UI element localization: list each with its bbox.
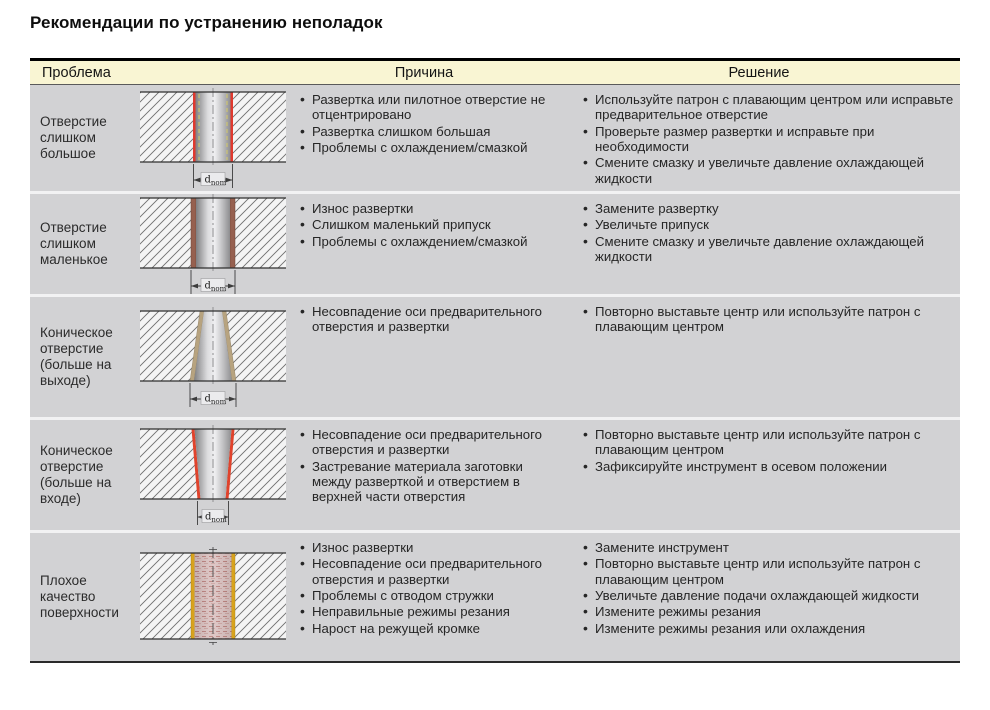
hole-too-small-illustration: [138, 194, 290, 294]
header-cause: Причина: [394, 64, 454, 81]
taper-larger-at-entry-illustration: [138, 420, 290, 530]
bullet-item: • Проблемы с охлаждением/смазкой: [312, 140, 555, 155]
bullet-item: • Используйте патрон с плавающим центром или исправьте предварительное отверстие: [595, 92, 960, 123]
table-header: [30, 61, 960, 85]
causes-list: [290, 540, 558, 636]
bullet-item: • Измените режимы резания: [595, 604, 960, 619]
table-row: [30, 294, 960, 417]
bullet-item: • Проблемы с охлаждением/смазкой: [312, 234, 555, 249]
bullet-item: • Повторно выставьте центр или используйте патрон с плавающим центром: [595, 304, 960, 335]
solutions-list: [573, 304, 960, 335]
bullet-item: • Развертка или пилотное отверстие не отцентрировано: [312, 92, 555, 123]
dimension-label: $d_{nom}$: [204, 174, 227, 187]
dimension-label: $d_{nom}$: [205, 511, 227, 524]
bullet-item: • Измените режимы резания или охлаждения: [595, 621, 960, 636]
table-row: [30, 85, 960, 191]
bullet-item: • Несовпадение оси предварительного отверстия и развертки: [312, 556, 555, 587]
bullet-item: • Неправильные режимы резания: [312, 604, 555, 619]
bullet-item: • Проблемы с отводом стружки: [312, 588, 555, 603]
bullet-item: • Замените развертку: [595, 201, 960, 216]
bullet-item: • Развертка слишком большая: [312, 124, 555, 139]
dimension-label: $d_{nom}$: [204, 280, 227, 293]
hole-too-large-illustration: [138, 85, 290, 191]
table-row: [30, 530, 960, 661]
solutions-list: [573, 92, 960, 186]
solutions-list: [573, 201, 960, 264]
bullet-item: • Увеличьте давление подачи охлаждающей жидкости: [595, 588, 960, 603]
bullet-item: • Повторно выставьте центр или используйте патрон с плавающим центром: [595, 427, 960, 458]
bullet-item: • Износ развертки: [312, 201, 555, 216]
problem-label: Отверстие слишком маленькое: [40, 219, 108, 268]
bullet-item: • Нарост на режущей кромке: [312, 621, 555, 636]
bullet-item: • Повторно выставьте центр или используйте патрон с плавающим центром: [595, 556, 960, 587]
solutions-list: [573, 427, 960, 474]
table-row: [30, 417, 960, 530]
taper-larger-at-exit-illustration: [138, 297, 290, 417]
bullet-item: • Застревание материала заготовки между разверткой и отверстием в верхней части отверстия: [312, 459, 555, 505]
causes-list: [290, 427, 558, 505]
header-problem: Проблема: [42, 64, 111, 81]
bullet-item: • Замените инструмент: [595, 540, 960, 555]
bullet-item: • Зафиксируйте инструмент в осевом положении: [595, 459, 960, 474]
causes-list: [290, 201, 558, 249]
header-solution: Решение: [728, 64, 790, 81]
poor-surface-illustration: [138, 533, 290, 661]
table-row: [30, 191, 960, 294]
problem-label: Коническое отверстие (больше на выходе): [40, 324, 113, 389]
problem-label: Плохое качество поверхности: [40, 572, 119, 621]
problem-label: Коническое отверстие (больше на входе): [40, 442, 113, 507]
causes-list: [290, 92, 558, 155]
bullet-item: • Проверьте размер развертки и исправьте при необходимости: [595, 124, 960, 155]
bullet-item: • Увеличьте припуск: [595, 217, 960, 232]
causes-list: [290, 304, 558, 335]
page-title: Рекомендации по устранению неполадок: [30, 13, 383, 32]
problem-label: Отверстие слишком большое: [40, 113, 107, 162]
dimension-label: $d_{nom}$: [204, 393, 227, 406]
solutions-list: [573, 540, 960, 636]
bullet-item: • Смените смазку и увеличьте давление охлаждающей жидкости: [595, 155, 960, 186]
troubleshooting-table: [30, 58, 960, 663]
bullet-item: • Смените смазку и увеличьте давление охлаждающей жидкости: [595, 234, 960, 265]
bullet-item: • Несовпадение оси предварительного отверстия и развертки: [312, 427, 555, 458]
bullet-item: • Износ развертки: [312, 540, 555, 555]
bullet-item: • Слишком маленький припуск: [312, 217, 555, 232]
bullet-item: • Несовпадение оси предварительного отверстия и развертки: [312, 304, 555, 335]
